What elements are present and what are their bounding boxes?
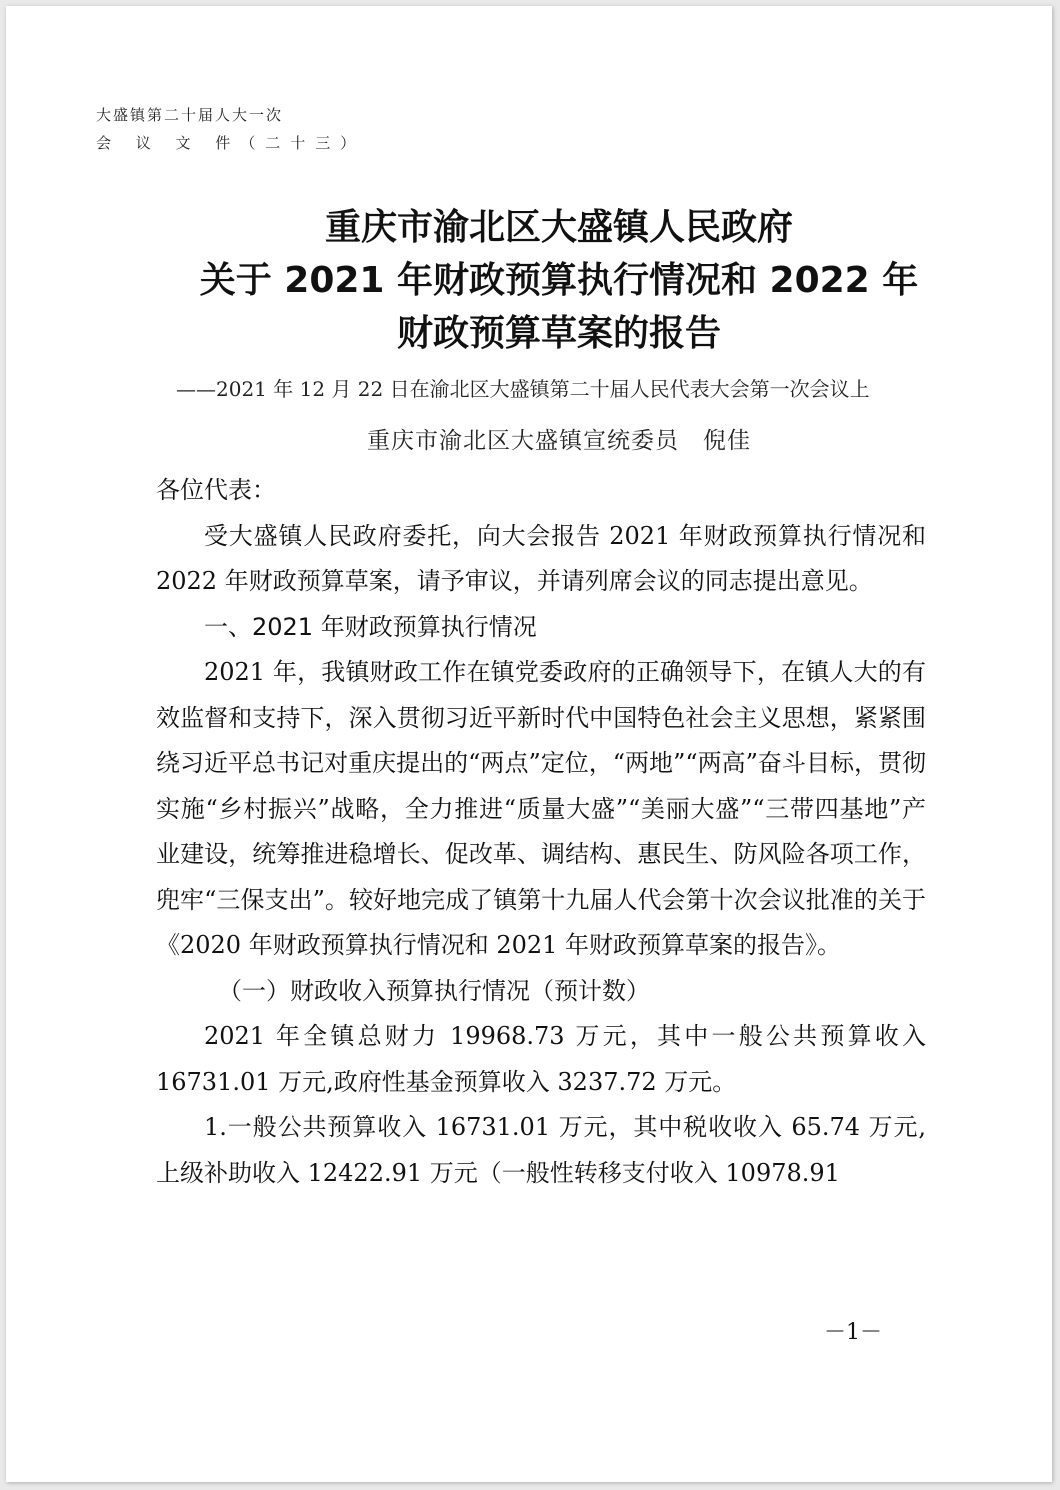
title-line-1: 重庆市渝北区大盛镇人民政府 xyxy=(324,207,793,248)
page-number: －1－ xyxy=(824,1320,882,1345)
document-body xyxy=(156,468,926,1196)
salutation: 各位代表： xyxy=(156,476,276,504)
title-line-2: 关于 2021 年财政预算执行情况和 2022 年 xyxy=(199,260,919,301)
document-title xyxy=(6,201,1060,360)
title-line-3: 财政预算草案的报告 xyxy=(396,313,721,354)
intro-paragraph: 受大盛镇人民政府委托，向大会报告 2021 年财政预算执行情况和 2022 年财政预算草案，请予审议，并请列席会议的同志提出意见。 xyxy=(156,521,926,595)
subsection-1-heading: （一）财政收入预算执行情况（预计数） xyxy=(218,976,650,1005)
header-line-2: 会 议 文 件（二十三） xyxy=(96,134,366,152)
document-page xyxy=(6,6,1052,1482)
meeting-subtitle: ——2021 年 12 月 22 日在渝北区大盛镇第二十届人民代表大会第一次会议上 xyxy=(176,377,870,401)
paragraph-2: 2021 年全镇总财力 19968.73 万元，其中一般公共预算收入 16731.01 万元,政府性基金预算收入 3237.72 万元。 xyxy=(156,1022,926,1096)
header-line-1: 大盛镇第二十届人大一次 xyxy=(96,106,284,124)
paragraph-1: 2021 年，我镇财政工作在镇党委政府的正确领导下，在镇人大的有效监督和支持下，深入贯彻习近平新时代中国特色社会主义思想，紧紧围绕习近平总书记对重庆提出的“两点”定位，“两地”“两高”奋斗目标，贯彻实施“乡村振兴”战略，全力推进“质量大盛”“美丽大盛”“三带四基地”产业建设，统筹推进稳增长、促改革、调结构、惠民生、防风险各项工作，兜牢“三保支出”。较好地完成了镇第十九届人代会第十次会议批准的关于《2020 年财政预算执行情况和 2021 年财政预算草案的报告》。 xyxy=(156,658,926,959)
author-line: 重庆市渝北区大盛镇宣统委员 倪佳 xyxy=(367,428,751,454)
section-1-heading: 一、2021 年财政预算执行情况 xyxy=(204,612,537,641)
document-header xyxy=(96,101,365,157)
paragraph-3: 1.一般公共预算收入 16731.01 万元，其中税收收入 65.74 万元,上级补助收入 12422.91 万元（一般性转移支付收入 10978.91 xyxy=(156,1113,926,1187)
